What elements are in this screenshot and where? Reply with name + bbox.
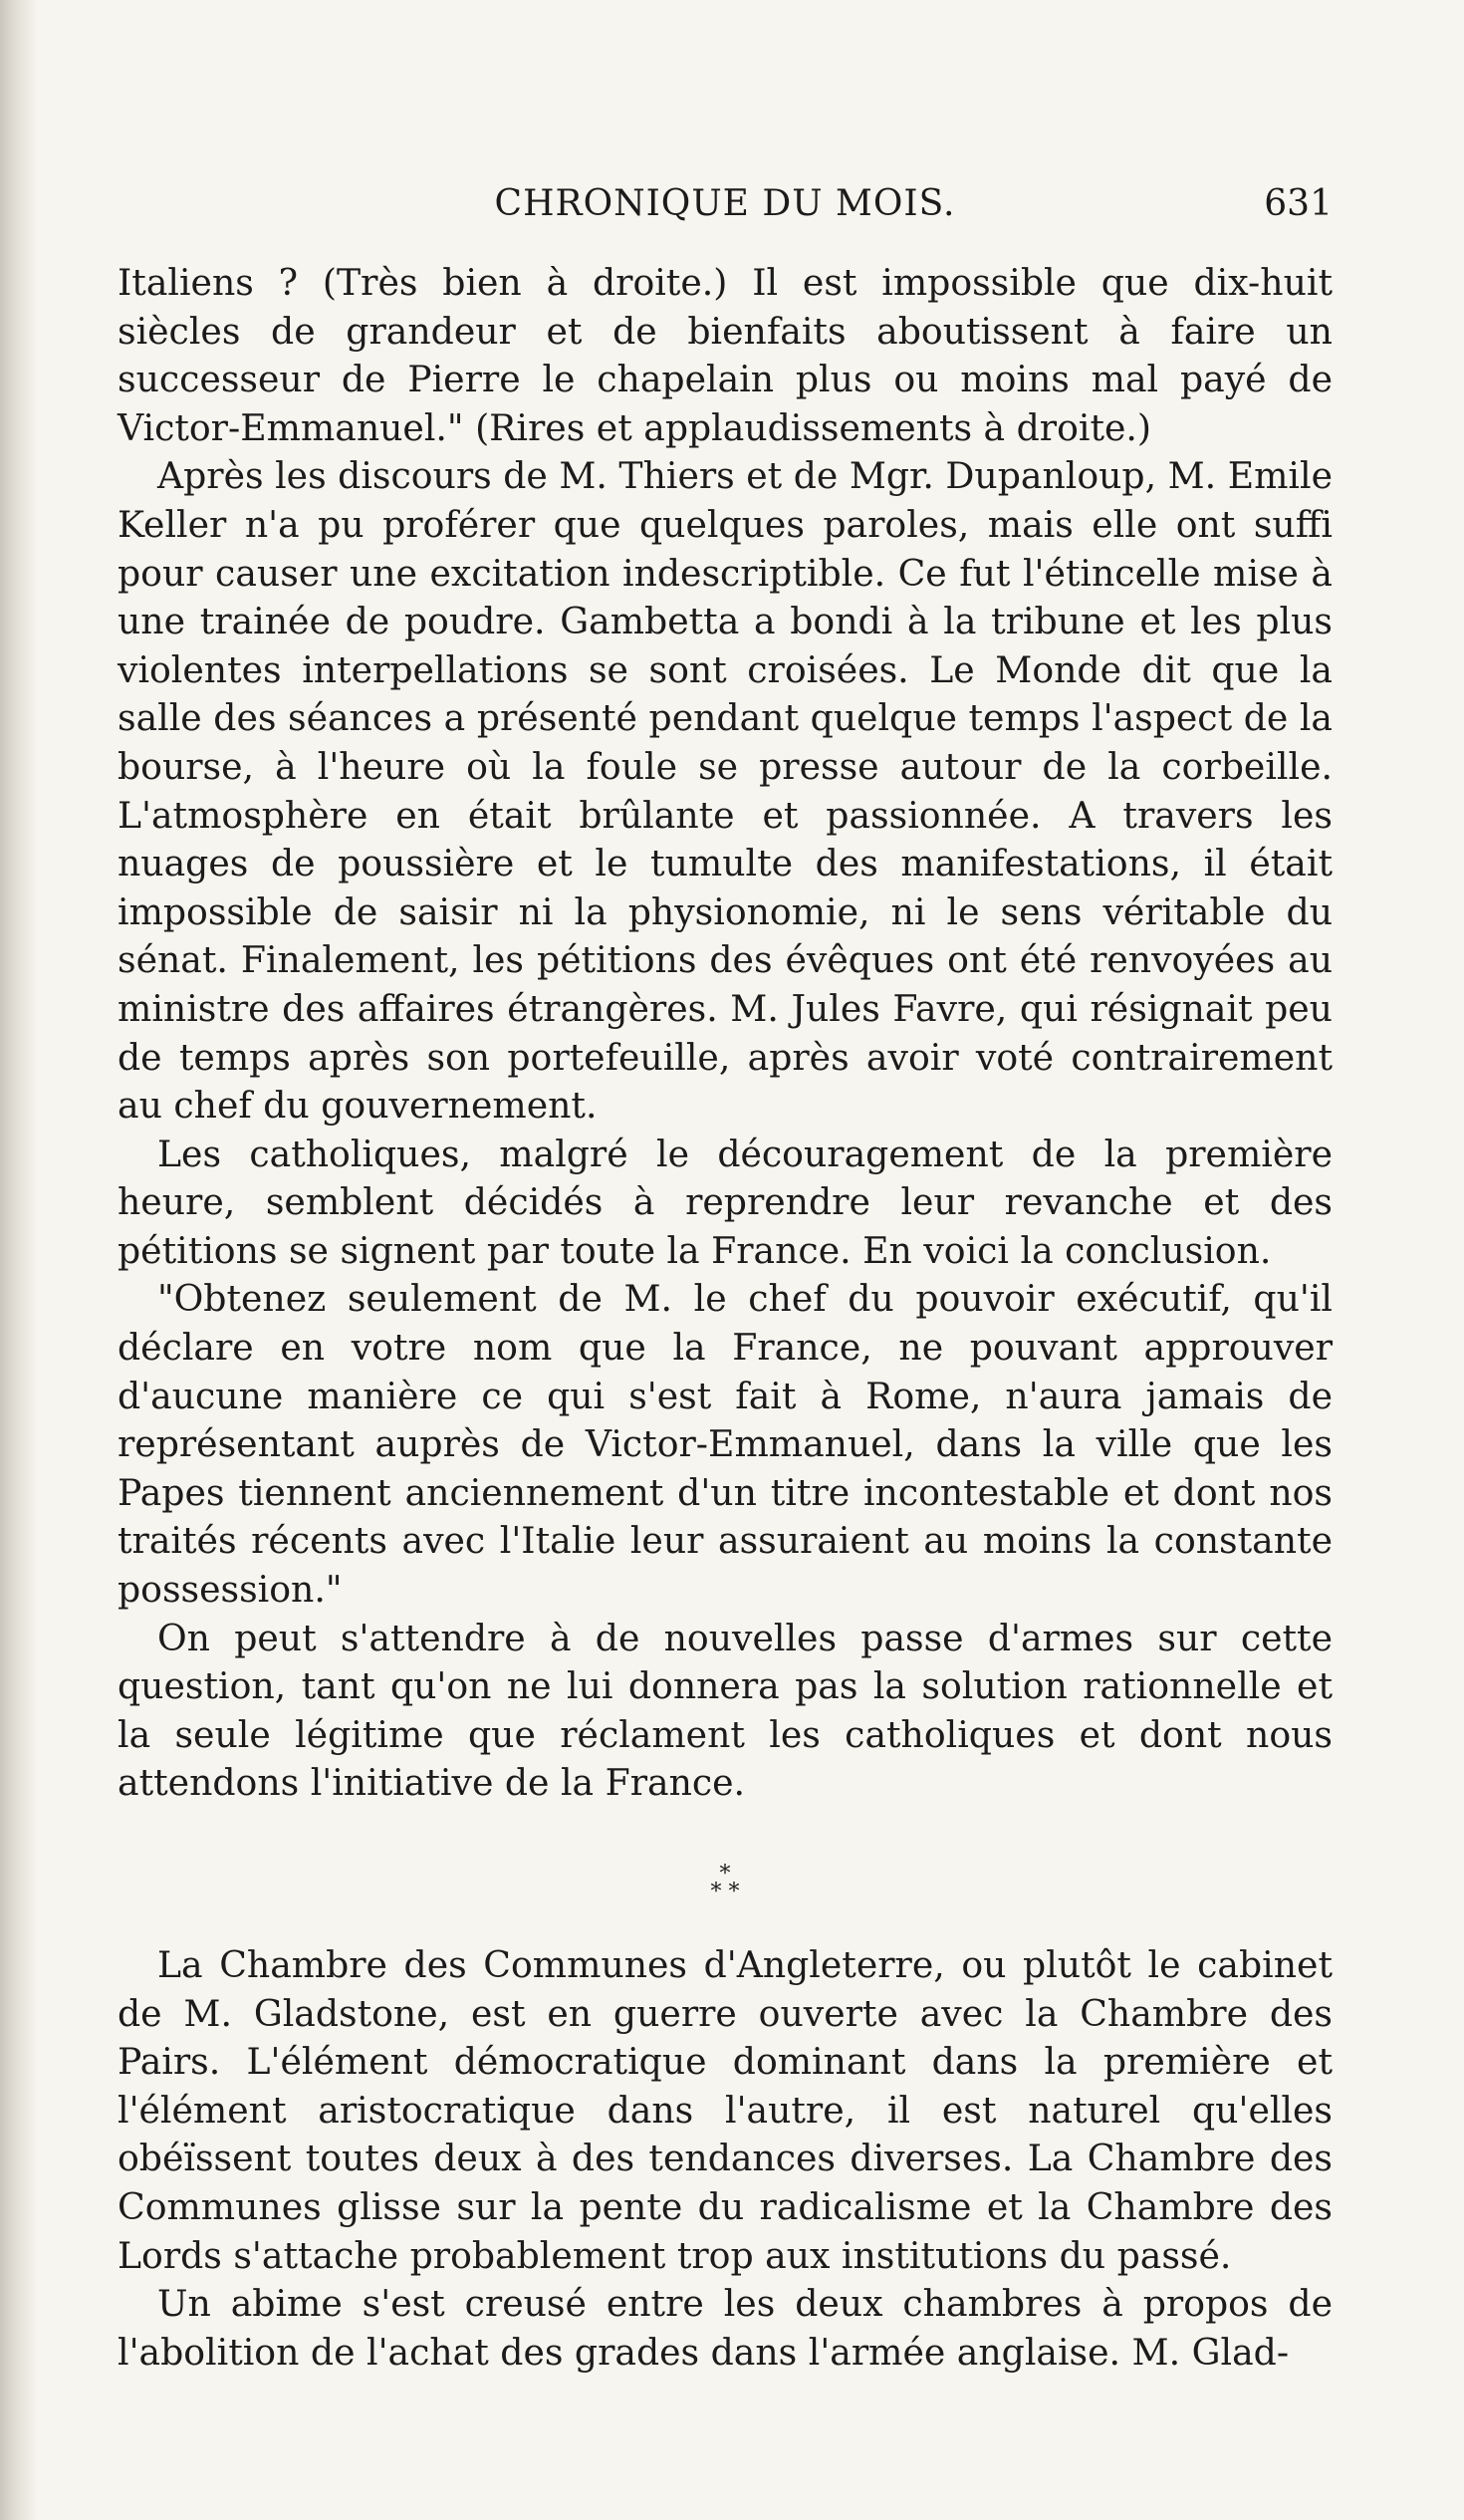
paragraph-5: On peut s'attendre à de nouvelles passe d'armes sur cette question, tant qu'on ne lui donnera pas la solution rationnelle et la seule légitime que réclament les catholiques et dont nous attendons l'initiative de la France. [118,1616,1333,1805]
paragraph-4-quote: "Obtenez seulement de M. le chef du pouvoir exécutif, qu'il déclare en votre nom que la France, ne pouvant approuver d'aucune manière ce qui s'est fait à Rome, n'aura jamais de représentant auprès de Victor-Emmanuel, dans la ville que les Papes tiennent anciennement d'un titre incontestable et dont nos traités récents avec l'Italie leur assuraient au moins la constante possession." [118,1277,1333,1612]
section-break-asterism [118,1862,1333,1904]
paragraph-6: La Chambre des Communes d'Angleterre, ou plutôt le cabinet de M. Gladstone, est en guerre ouverte avec la Chambre des Pairs. L'élément démocratique dominant dans la première et l'élément aristocratique dans l'autre, il est naturel qu'elles obéïssent toutes deux à des tendances diverses. La Chambre des Communes glisse sur la pente du radicalisme et la Chambre des Lords s'attache probablement trop aux institutions du passé. [118,1943,1333,2277]
page-edge-shadow [0,0,38,2520]
paragraph-3: Les catholiques, malgré le découragement de la première heure, semblent décidés à reprendre leur revanche et des pétitions se signent par toute la France. En voici la conclusion. [118,1132,1333,1272]
running-title: CHRONIQUE DU MOIS. [494,183,956,224]
paragraph-7: Un abime s'est creusé entre les deux chambres à propos de l'abolition de l'achat des grades dans l'armée anglaise. M. Glad- [118,2282,1333,2374]
body-text [118,259,1333,2377]
paragraph-1: Italiens ? (Très bien à droite.) Il est impossible que dix-huit siècles de grandeur et de bienfaits aboutissent à faire un successeur de Pierre le chapelain plus ou moins mal payé de Victor-Emmanuel." (Rires et applaudissements à droite.) [118,261,1333,449]
page-number: 631 [1264,183,1333,224]
paragraph-2: Après les discours de M. Thiers et de Mgr. Dupanloup, M. Emile Keller n'a pu proférer que quelques paroles, mais elle ont suffi pour causer une excitation indescriptible. Ce fut l'étincelle mise à une trainée de poudre. Gambetta a bondi à la tribune et les plus violentes interpellations se sont croisées. Le Monde dit que la salle des séances a présenté pendant quelque temps l'aspect de la bourse, à l'heure où la foule se presse autour de la corbeille. L'atmosphère en était brûlante et passionnée. A travers les nuages de poussière et le tumulte des manifestations, il était impossible de saisir ni la physionomie, ni le sens véritable du sénat. Finalement, les pétitions des évêques ont été renvoyées au ministre des affaires étrangères. M. Jules Favre, qui résignait peu de temps après son portefeuille, après avoir voté contrairement au chef du gouvernement. [118,454,1333,1128]
asterism-top: * [719,1862,731,1887]
running-head [118,171,1333,241]
book-page [118,171,1333,2462]
asterism-bottom: * * [710,1880,740,1904]
